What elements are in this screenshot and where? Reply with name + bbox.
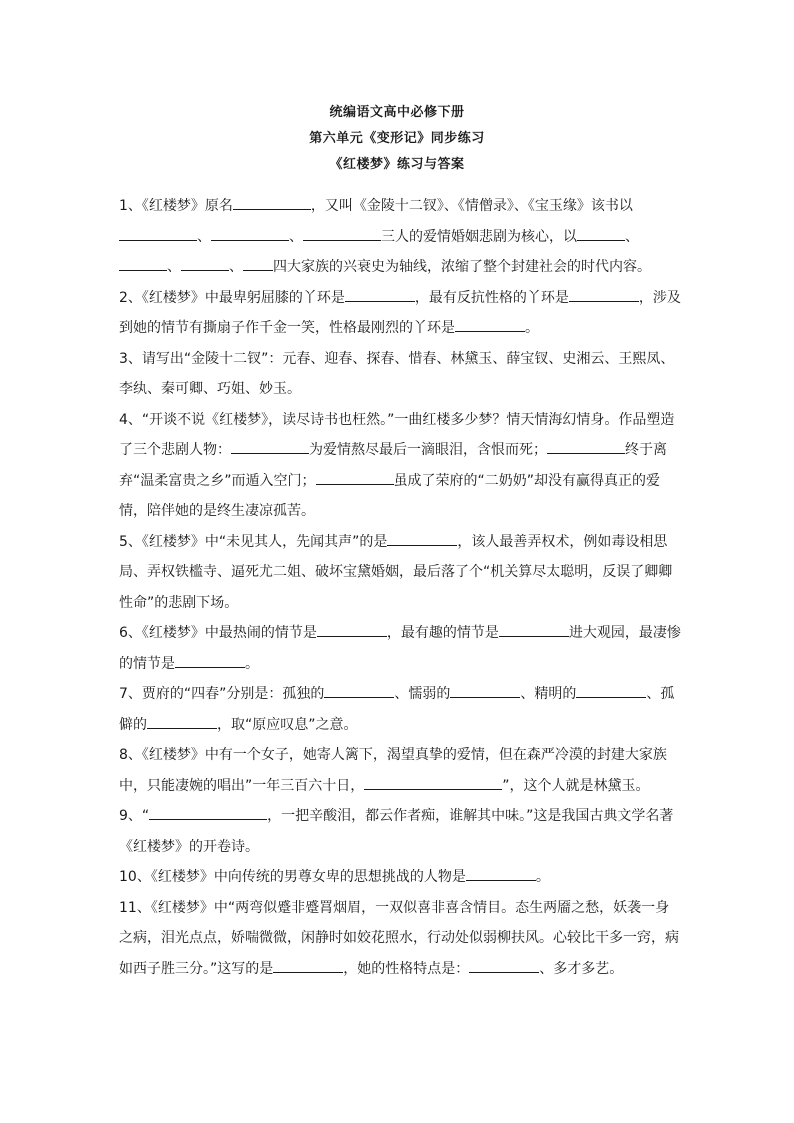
answer-blank[interactable]	[149, 805, 267, 820]
document-header	[0, 100, 794, 178]
answer-blank[interactable]	[175, 653, 245, 668]
answer-blank[interactable]	[577, 226, 625, 241]
question-5: 5、《红楼梦》中“未见其人，先闻其声”的是 ，该人最善弄权术，例如毒设相思局、弄权铁槛寺、逼死尤二姐、破坏宝黛婚姻，最后落了个“机关算尽太聪明，反误了卿卿性命”的悲剧下场。	[119, 527, 681, 619]
answer-blank[interactable]	[469, 958, 539, 973]
answer-blank[interactable]	[345, 287, 415, 302]
answer-blank[interactable]	[303, 226, 381, 241]
unit-title: 第六单元《变形记》同步练习	[309, 131, 485, 146]
answer-blank[interactable]	[547, 439, 625, 454]
question-9: 9、“ ，一把辛酸泪，都云作者痴，谁解其中味。”这是我国古典文学名著《红楼梦》的开卷诗。	[119, 801, 681, 862]
question-2: 2、《红楼梦》中最卑躬屈膝的丫环是 ，最有反抗性格的丫环是 ，涉及到她的情节有撕扇子作千金一笑，性格最刚烈的丫环是 。	[119, 283, 681, 344]
question-11: 11、《红楼梦》中“两弯似蹙非蹙罥烟眉，一双似喜非喜含情目。态生两靥之愁，妖袭一身之病，泪光点点，娇喘微微，闲静时如姣花照水，行动处似弱柳扶风。心较比干多一窍，病如西子胜三分。”这写的是 ，她的性格特点是： 、多才多艺。	[119, 899, 679, 977]
question-7: 7、贾府的“四春”分别是：孤独的 、懦弱的 、精明的 、孤僻的 ，取“原应叹息”之意。	[119, 679, 681, 740]
answer-blank[interactable]	[119, 226, 197, 241]
answer-blank[interactable]	[569, 287, 639, 302]
answer-blank[interactable]	[273, 958, 343, 973]
answer-blank[interactable]	[316, 470, 394, 485]
exercise-title: 《红楼梦》练习与答案	[329, 157, 465, 172]
book-title: 统编语文高中必修下册	[329, 105, 465, 120]
answer-blank[interactable]	[466, 866, 536, 881]
answer-blank[interactable]	[499, 622, 569, 637]
answer-blank[interactable]	[243, 256, 273, 271]
answer-blank[interactable]	[576, 683, 646, 698]
answer-blank[interactable]	[147, 714, 217, 729]
question-10: 10、《红楼梦》中向传统的男尊女卑的思想挑战的人物是 。	[119, 862, 681, 893]
question-6: 6、《红楼梦》中最热闹的情节是 ，最有趣的情节是 进大观园，最凄惨的情节是 。	[119, 618, 681, 679]
answer-blank[interactable]	[317, 622, 387, 637]
answer-blank[interactable]	[181, 256, 229, 271]
answer-blank[interactable]	[211, 226, 289, 241]
answer-blank[interactable]	[450, 683, 520, 698]
answer-blank[interactable]	[231, 439, 309, 454]
answer-blank[interactable]	[387, 531, 457, 546]
answer-blank[interactable]	[119, 256, 167, 271]
answer-blank[interactable]	[233, 195, 311, 210]
question-list	[119, 191, 681, 984]
question-4: 4、“开谈不说《红楼梦》，读尽诗书也枉然。”一曲红楼多少梦？情天情海幻情身。作品塑造了三个悲剧人物： 为爱情熬尽最后一滴眼泪，含恨而死； 终于离弃“温柔富贵之乡”而遁入空门； 虽成了荣府的“二奶奶”却没有赢得真正的爱情，陪伴她的是终生凄凉孤苦。	[119, 411, 675, 519]
answer-blank[interactable]	[364, 775, 502, 790]
question-3: 3、请写出“金陵十二钗”：元春、迎春、探春、惜春、林黛玉、薛宝钗、史湘云、王熙凤、李纨、秦可卿、巧姐、妙玉。	[119, 350, 675, 397]
answer-blank[interactable]	[455, 317, 525, 332]
answer-blank[interactable]	[324, 683, 394, 698]
question-8: 8、《红楼梦》中有一个女子，她寄人篱下，渴望真挚的爱情，但在森严冷漠的封建大家族中，只能凄婉的唱出”一年三百六十日， ”，这个人就是林黛玉。	[119, 747, 667, 794]
question-1: 1、《红楼梦》原名 ，又叫《金陵十二钗》、《情僧录》、《宝玉缘》该书以、 、 三人的爱情婚姻悲剧为核心，以 、、 、 四大家族的兴衰史为轴线，浓缩了整个封建社会的时代内容。	[119, 191, 681, 283]
